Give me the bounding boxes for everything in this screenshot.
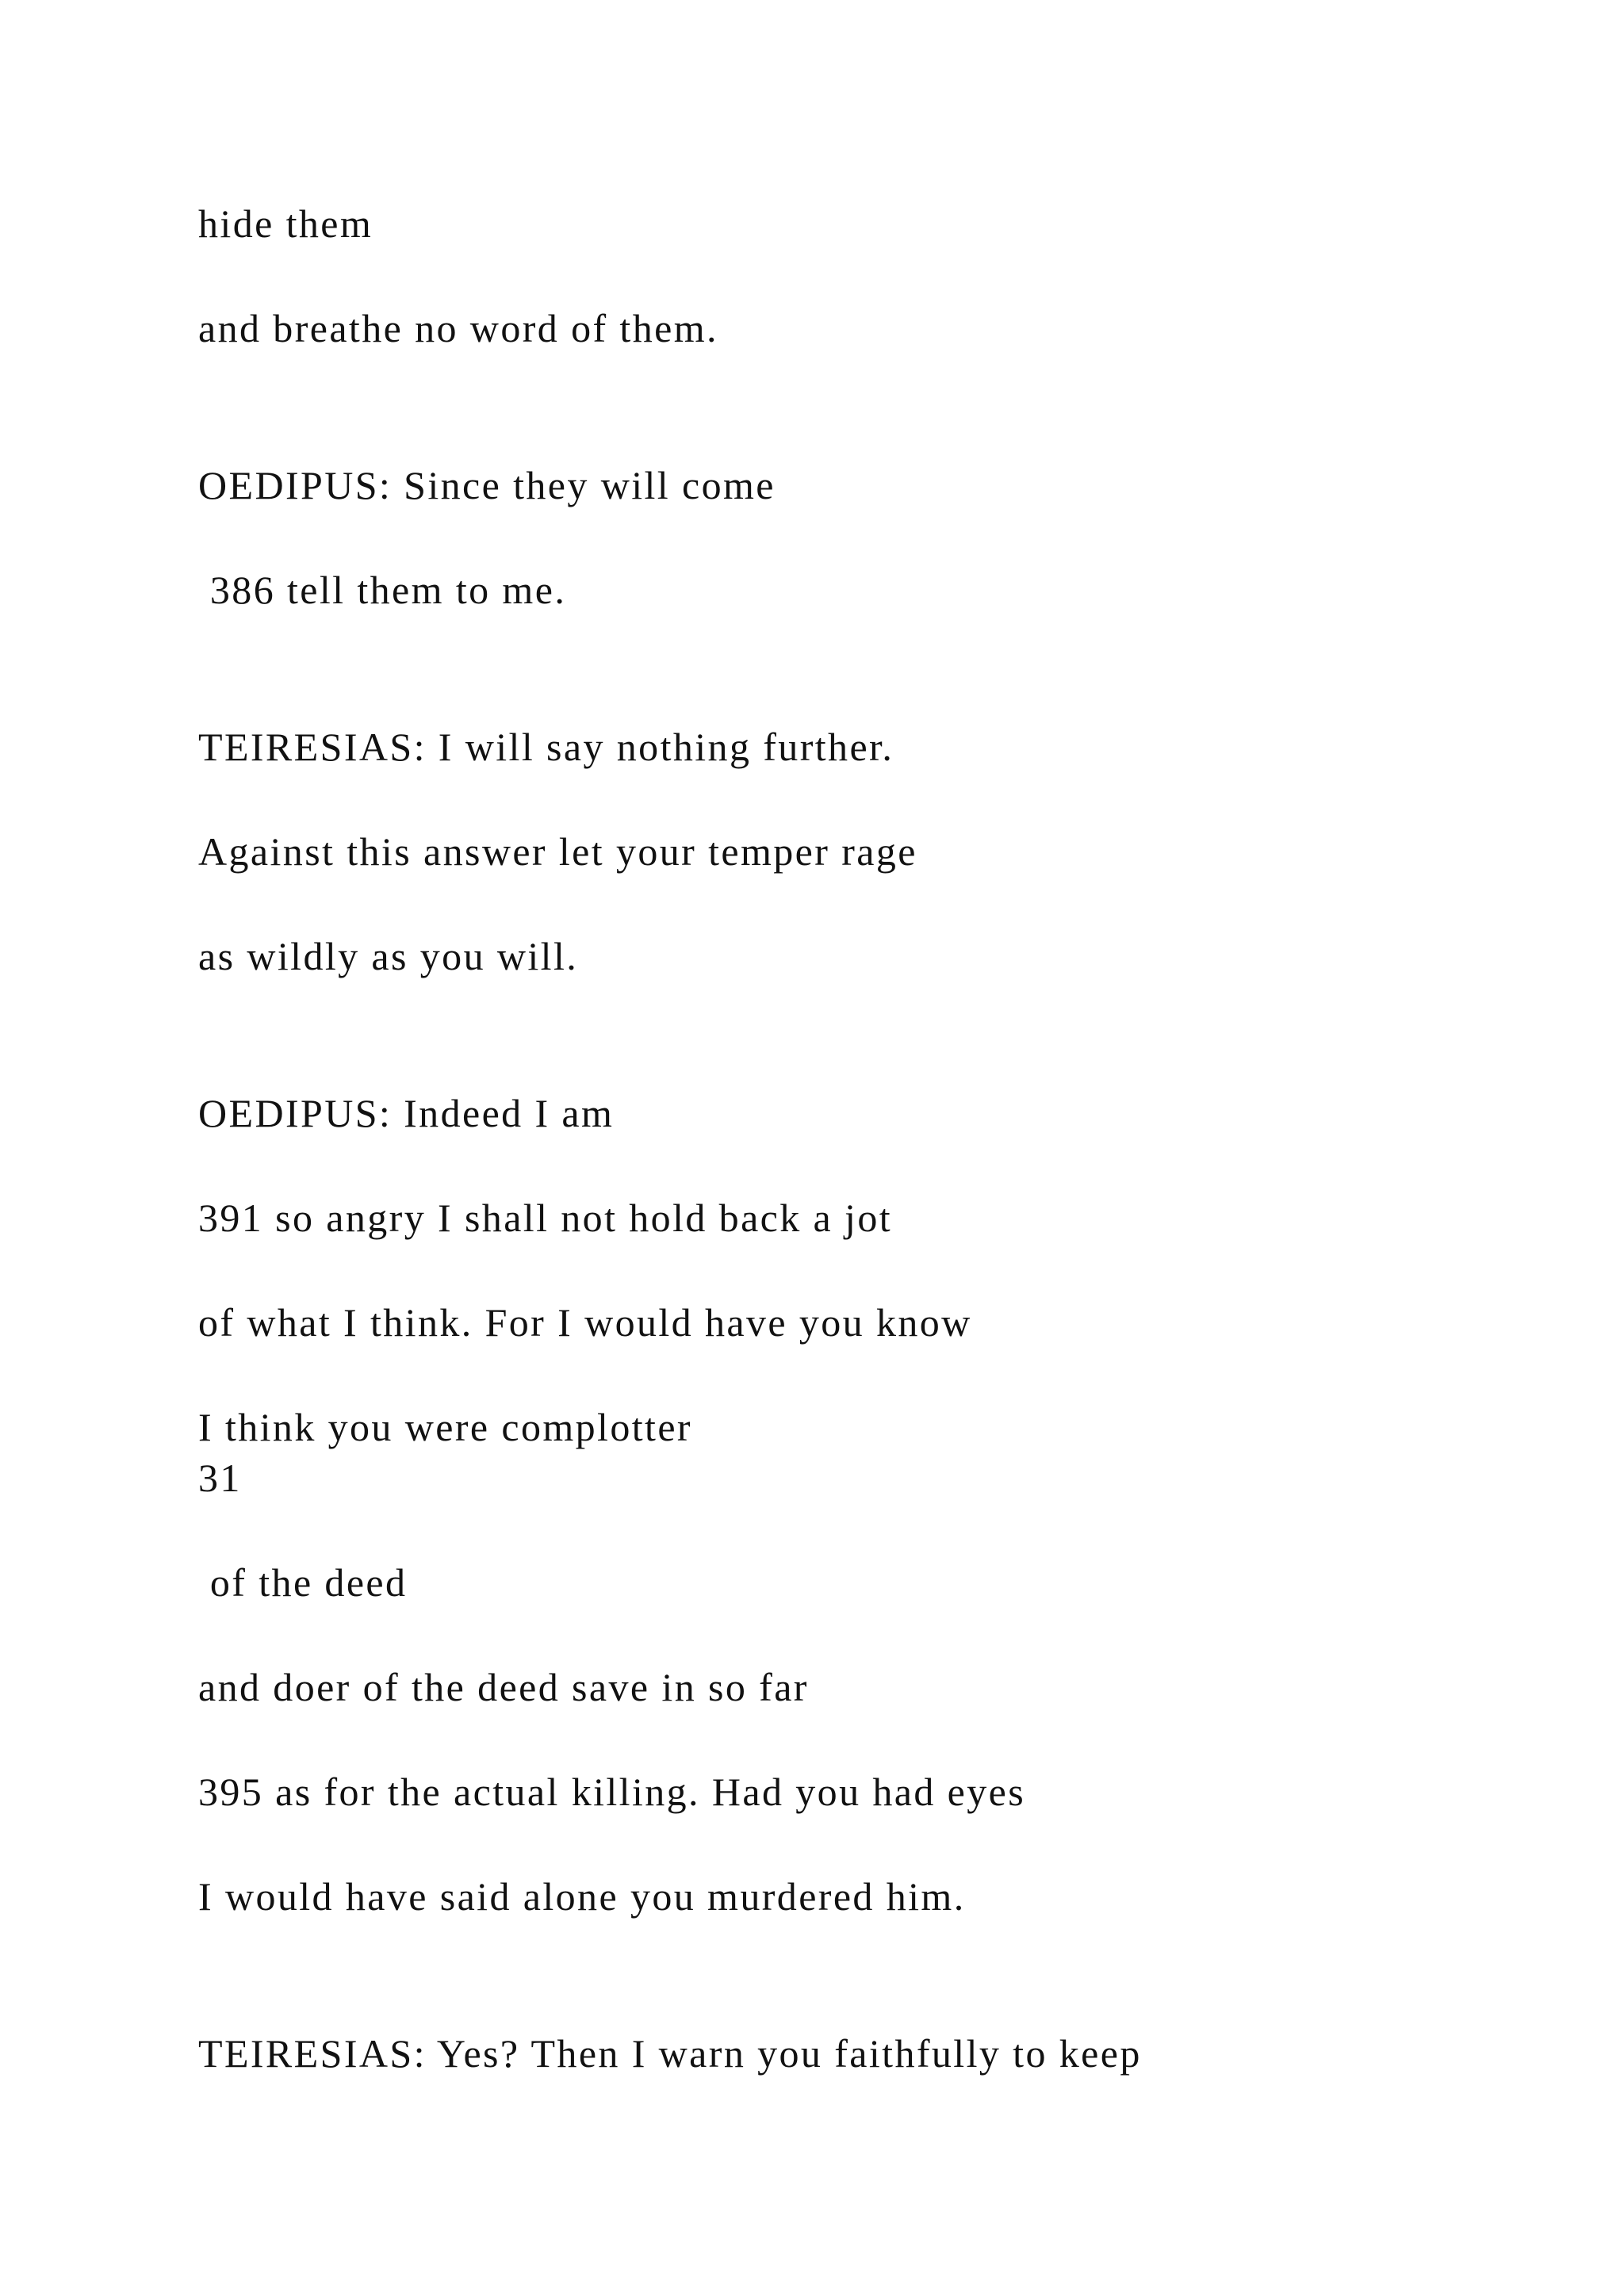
text-line: of what I think. For I would have you know xyxy=(198,1300,972,1345)
speaker-line: OEDIPUS: Indeed I am xyxy=(198,1091,615,1135)
text-line: and doer of the deed save in so far xyxy=(198,1665,809,1709)
text-line: hide them xyxy=(198,201,373,246)
text-line: 386 tell them to me. xyxy=(198,568,567,612)
text-line: of the deed xyxy=(198,1560,408,1605)
text-line: as wildly as you will. xyxy=(198,934,579,978)
speaker-line: TEIRESIAS: I will say nothing further. xyxy=(198,725,894,769)
text-line: I would have said alone you murdered him. xyxy=(198,1874,966,1919)
text-line: Against this answer let your temper rage xyxy=(198,829,917,874)
text-line: and breathe no word of them. xyxy=(198,306,718,350)
page-number: 31 xyxy=(198,1456,242,1500)
text-line: 391 so angry I shall not hold back a jot xyxy=(198,1196,893,1240)
speaker-line: OEDIPUS: Since they will come xyxy=(198,463,776,507)
text-line: I think you were complotter xyxy=(198,1405,692,1449)
text-line: 395 as for the actual killing. Had you had eyes xyxy=(198,1770,1026,1814)
speaker-line: TEIRESIAS: Yes? Then I warn you faithfully to keep xyxy=(198,2031,1142,2076)
